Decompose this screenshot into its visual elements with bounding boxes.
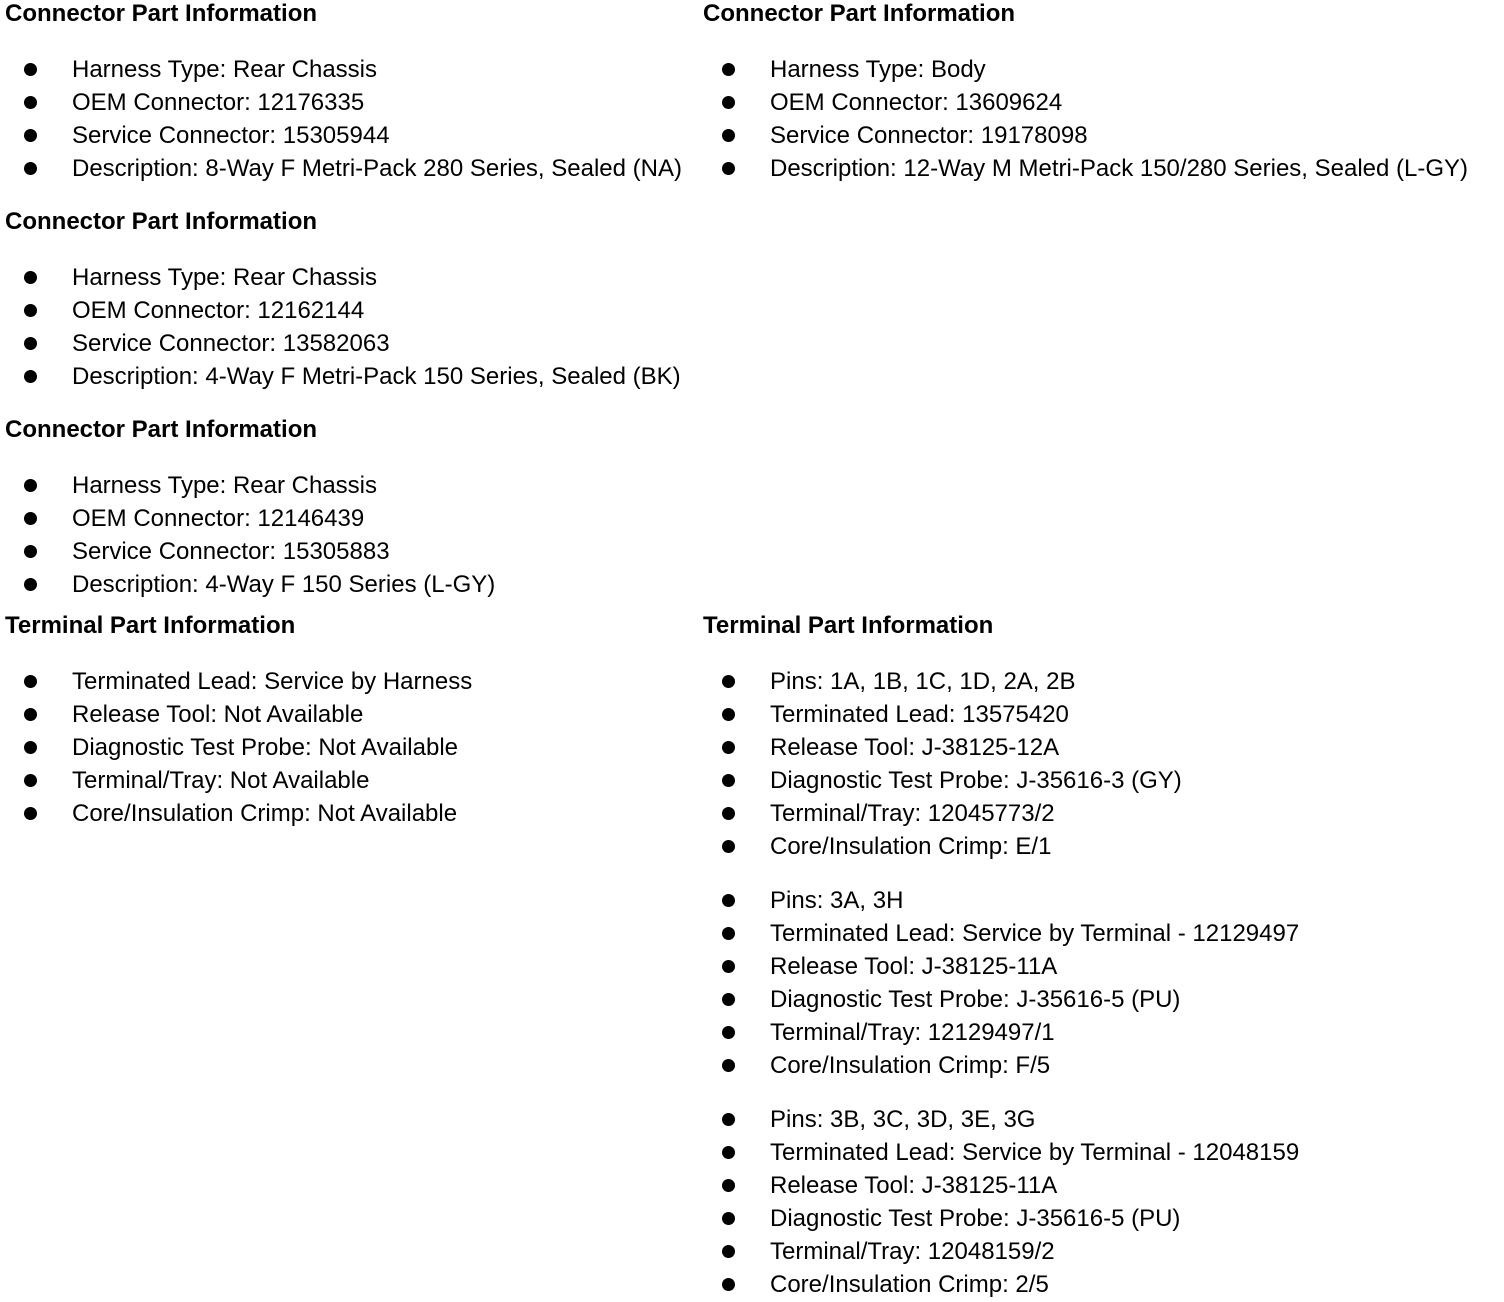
list-item: Terminated Lead: Service by Terminal - 12129497 [722, 917, 1299, 950]
connector-3-list [24, 469, 495, 601]
terminal-right-heading: Terminal Part Information [703, 612, 994, 639]
list-item: Pins: 3B, 3C, 3D, 3E, 3G [722, 1103, 1299, 1136]
list-item: Description: 4-Way F Metri-Pack 150 Series, Sealed (BK) [24, 360, 681, 393]
bullet-icon [24, 741, 37, 754]
list-item: Terminal/Tray: 12045773/2 [722, 797, 1182, 830]
list-item: Service Connector: 15305944 [24, 119, 682, 152]
list-item: Release Tool: J-38125-12A [722, 731, 1182, 764]
bullet-icon [722, 162, 735, 175]
list-item: OEM Connector: 12162144 [24, 294, 681, 327]
bullet-icon [722, 63, 735, 76]
bullet-icon [722, 1026, 735, 1039]
list-item: Terminal/Tray: 12048159/2 [722, 1235, 1299, 1268]
bullet-icon [722, 129, 735, 142]
bullet-icon [24, 63, 37, 76]
bullet-icon [24, 545, 37, 558]
list-item: Diagnostic Test Probe: J-35616-5 (PU) [722, 1202, 1299, 1235]
list-item: Harness Type: Rear Chassis [24, 469, 495, 502]
connector-right-list [722, 53, 1468, 185]
list-item: Terminal/Tray: 12129497/1 [722, 1016, 1299, 1049]
bullet-icon [24, 129, 37, 142]
connector-2-list [24, 261, 681, 393]
bullet-icon [722, 894, 735, 907]
list-item: OEM Connector: 13609624 [722, 86, 1468, 119]
terminal-right-group-2 [722, 884, 1299, 1082]
connector-1-heading: Connector Part Information [5, 0, 318, 27]
bullet-icon [722, 708, 735, 721]
list-item: Release Tool: Not Available [24, 698, 472, 731]
bullet-icon [24, 807, 37, 820]
bullet-icon [722, 927, 735, 940]
list-item: Description: 8-Way F Metri-Pack 280 Series, Sealed (NA) [24, 152, 682, 185]
list-item: Core/Insulation Crimp: E/1 [722, 830, 1182, 863]
list-item: Description: 4-Way F 150 Series (L-GY) [24, 568, 495, 601]
list-item: Release Tool: J-38125-11A [722, 950, 1299, 983]
bullet-icon [24, 304, 37, 317]
list-item: Description: 12-Way M Metri-Pack 150/280 Series, Sealed (L-GY) [722, 152, 1468, 185]
list-item: Terminal/Tray: Not Available [24, 764, 472, 797]
terminal-right-group-1 [722, 665, 1182, 863]
list-item: OEM Connector: 12176335 [24, 86, 682, 119]
list-item: Release Tool: J-38125-11A [722, 1169, 1299, 1202]
list-item: Harness Type: Rear Chassis [24, 53, 682, 86]
bullet-icon [722, 807, 735, 820]
list-item: Harness Type: Rear Chassis [24, 261, 681, 294]
bullet-icon [722, 1146, 735, 1159]
bullet-icon [722, 1059, 735, 1072]
bullet-icon [722, 960, 735, 973]
bullet-icon [24, 337, 37, 350]
list-item: OEM Connector: 12146439 [24, 502, 495, 535]
bullet-icon [722, 96, 735, 109]
list-item: Pins: 3A, 3H [722, 884, 1299, 917]
list-item: Terminated Lead: 13575420 [722, 698, 1182, 731]
bullet-icon [24, 96, 37, 109]
connector-3-heading: Connector Part Information [5, 416, 318, 443]
bullet-icon [24, 370, 37, 383]
list-item: Diagnostic Test Probe: J-35616-5 (PU) [722, 983, 1299, 1016]
connector-2-heading: Connector Part Information [5, 208, 318, 235]
bullet-icon [24, 479, 37, 492]
list-item: Diagnostic Test Probe: J-35616-3 (GY) [722, 764, 1182, 797]
bullet-icon [722, 774, 735, 787]
list-item: Harness Type: Body [722, 53, 1468, 86]
bullet-icon [722, 840, 735, 853]
list-item: Diagnostic Test Probe: Not Available [24, 731, 472, 764]
bullet-icon [722, 993, 735, 1006]
terminal-left-list [24, 665, 472, 830]
terminal-left-heading: Terminal Part Information [5, 612, 296, 639]
connector-right-heading: Connector Part Information [703, 0, 1016, 27]
connector-1-list [24, 53, 682, 185]
bullet-icon [722, 1179, 735, 1192]
terminal-right-group-3 [722, 1103, 1299, 1301]
bullet-icon [24, 512, 37, 525]
bullet-icon [722, 675, 735, 688]
bullet-icon [722, 741, 735, 754]
bullet-icon [722, 1278, 735, 1291]
list-item: Core/Insulation Crimp: 2/5 [722, 1268, 1299, 1301]
bullet-icon [24, 675, 37, 688]
bullet-icon [722, 1245, 735, 1258]
list-item: Core/Insulation Crimp: Not Available [24, 797, 472, 830]
list-item: Terminated Lead: Service by Terminal - 12048159 [722, 1136, 1299, 1169]
bullet-icon [24, 271, 37, 284]
bullet-icon [24, 162, 37, 175]
list-item: Terminated Lead: Service by Harness [24, 665, 472, 698]
list-item: Service Connector: 15305883 [24, 535, 495, 568]
list-item: Service Connector: 13582063 [24, 327, 681, 360]
bullet-icon [24, 708, 37, 721]
list-item: Pins: 1A, 1B, 1C, 1D, 2A, 2B [722, 665, 1182, 698]
bullet-icon [722, 1212, 735, 1225]
bullet-icon [24, 578, 37, 591]
bullet-icon [24, 774, 37, 787]
bullet-icon [722, 1113, 735, 1126]
list-item: Core/Insulation Crimp: F/5 [722, 1049, 1299, 1082]
list-item: Service Connector: 19178098 [722, 119, 1468, 152]
